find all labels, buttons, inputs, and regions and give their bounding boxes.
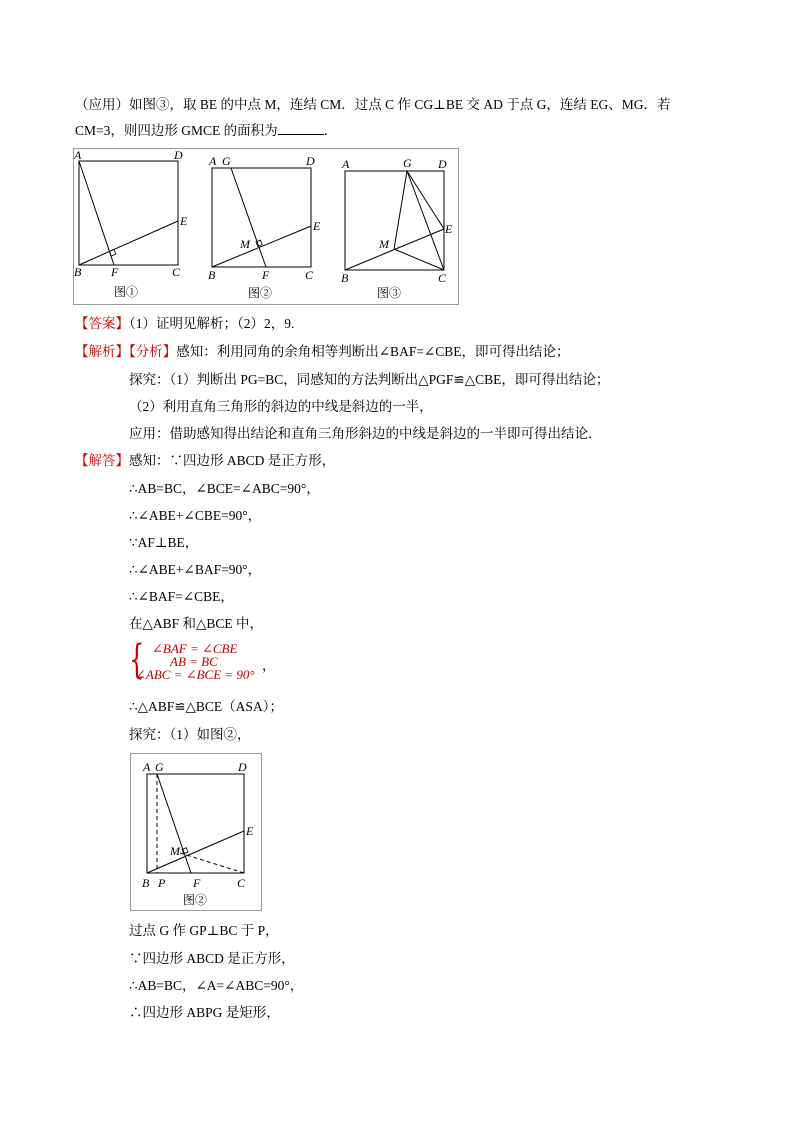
- fig3-label-B: B: [341, 271, 349, 285]
- analysis-tag: 【解析】: [75, 344, 129, 359]
- fig3-line-GM: [394, 171, 407, 249]
- fig1-label-B: B: [74, 265, 82, 279]
- fig1-label-D: D: [174, 149, 183, 162]
- fig2b-label-B: B: [142, 876, 150, 890]
- system-eq-2: AB = BC: [170, 654, 218, 669]
- answer-text: （1）证明见解析；（2）2，9.: [129, 316, 295, 331]
- fig3-square: [345, 171, 444, 270]
- fig2b-line-BE: [147, 831, 244, 873]
- fig2-label-M: M: [240, 237, 250, 251]
- fig3-label-M: M: [379, 237, 389, 251]
- application-line-1: （应用）如图③，取 BE 的中点 M，连结 CM．过点 C 作 CG⊥BE 交 AD 于点 G，连结 EG、MG．若: [75, 97, 671, 112]
- fig2b-caption: 图②: [183, 893, 208, 907]
- solution-line-6: ∴∠BAF=∠CBE，: [129, 589, 234, 604]
- fig3-label-G: G: [403, 156, 412, 170]
- analysis-sub-tag: 【分析】: [129, 344, 177, 359]
- application-line-2: [75, 122, 337, 140]
- fig2-square: [212, 168, 311, 267]
- figure-2: [208, 154, 321, 300]
- analysis-text-1: 感知：利用同角的余角相等判断出∠BAF=∠CBE，即可得出结论；: [176, 344, 570, 359]
- answer-blank: [278, 122, 324, 135]
- fig3-label-A: A: [342, 157, 350, 171]
- fig1-label-C: C: [172, 265, 181, 279]
- figures-panel: [73, 148, 459, 305]
- solution-line-10: 过点 G 作 GP⊥BC 于 P，: [129, 923, 279, 938]
- fig1-line-AF: [79, 161, 114, 265]
- fig1-label-A: A: [74, 149, 82, 162]
- figure-2-detail-panel: [130, 753, 262, 911]
- solution-line-4: ∵AF⊥BE，: [129, 535, 199, 550]
- fig2-label-A: A: [209, 154, 217, 168]
- fig2-caption: 图②: [248, 286, 273, 300]
- fig1-square: [79, 161, 178, 265]
- fig2-label-F: F: [262, 268, 270, 282]
- system-eq-1: ∠BAF = ∠CBE: [152, 641, 238, 656]
- fig1-line-BE: [79, 221, 178, 265]
- fig3-line-MC: [394, 249, 444, 270]
- fig2-line-BE: [212, 226, 311, 267]
- fig2b-label-A: A: [143, 760, 151, 774]
- solution-line-12: ∴AB=BC，∠A=∠ABC=90°，: [129, 978, 304, 993]
- fig2-label-C: C: [305, 268, 314, 282]
- system-end-comma: ，: [262, 658, 276, 673]
- analysis-line-2: 探究：（1）判断出 PG=BC，同感知的方法判断出△PGF≌△CBE，即可得出结论；: [129, 372, 610, 387]
- fig2-label-B: B: [208, 268, 216, 282]
- solution-line-13: ∴四边形 ABPG 是矩形，: [129, 1005, 280, 1020]
- fig2b-label-G: G: [155, 760, 164, 774]
- fig2b-line-GF: [157, 774, 191, 873]
- application-line-2-text: CM=3，则四边形 GMCE 的面积为: [75, 123, 278, 138]
- fig2-label-D: D: [306, 154, 315, 168]
- solution-line-3: ∴∠ABE+∠CBE=90°，: [129, 508, 262, 523]
- fig1-caption: 图①: [114, 285, 139, 299]
- application-line-2-end: ．: [323, 123, 338, 138]
- solution-line-7: 在△ABF 和△BCE 中，: [129, 616, 264, 631]
- fig2b-label-E: E: [246, 824, 254, 838]
- figure-1: [74, 149, 188, 299]
- system-brace: {: [129, 637, 145, 683]
- figure-3: [341, 156, 453, 300]
- fig3-caption: 图③: [377, 286, 402, 300]
- fig2b-label-P: P: [158, 876, 166, 890]
- solution-line-5: ∴∠ABE+∠BAF=90°，: [129, 562, 262, 577]
- solution-tag: 【解答】: [75, 453, 129, 468]
- fig2-label-E: E: [313, 219, 321, 233]
- solution-line-1: [75, 452, 335, 470]
- fig3-label-E: E: [445, 222, 453, 236]
- solution-text-1: 感知：∵四边形 ABCD 是正方形，: [129, 453, 336, 468]
- fig2b-label-F: F: [193, 876, 201, 890]
- fig2b-label-M: M: [170, 844, 180, 858]
- solution-line-8: ∴△ABF≌△BCE（ASA）；: [129, 699, 283, 714]
- fig3-label-C: C: [438, 271, 447, 285]
- fig2-label-G: G: [222, 154, 231, 168]
- analysis-line-4: 应用：借助感知得出结论和直角三角形斜边的中线是斜边的一半即可得出结论．: [129, 426, 602, 441]
- answer-tag: 【答案】: [75, 316, 129, 331]
- analysis-line-1: [75, 343, 570, 361]
- answer-line: [75, 315, 294, 333]
- solution-line-11: ∵四边形 ABCD 是正方形，: [129, 951, 295, 966]
- fig1-label-F: F: [111, 265, 119, 279]
- solution-line-9: 探究：（1）如图②，: [129, 727, 251, 742]
- fig1-label-E: E: [180, 214, 188, 228]
- system-eq-3: ∠ABC = ∠BCE = 90°: [135, 667, 255, 682]
- fig3-label-D: D: [438, 157, 447, 171]
- figure-2-detail-svg: [131, 754, 261, 910]
- analysis-line-3: （2）利用直角三角形的斜边的中线是斜边的一半，: [129, 399, 433, 414]
- solution-line-2: ∴AB=BC，∠BCE=∠ABC=90°，: [129, 481, 320, 496]
- fig2b-label-C: C: [237, 876, 246, 890]
- fig2b-label-D: D: [238, 760, 247, 774]
- figures-svg: [74, 149, 458, 304]
